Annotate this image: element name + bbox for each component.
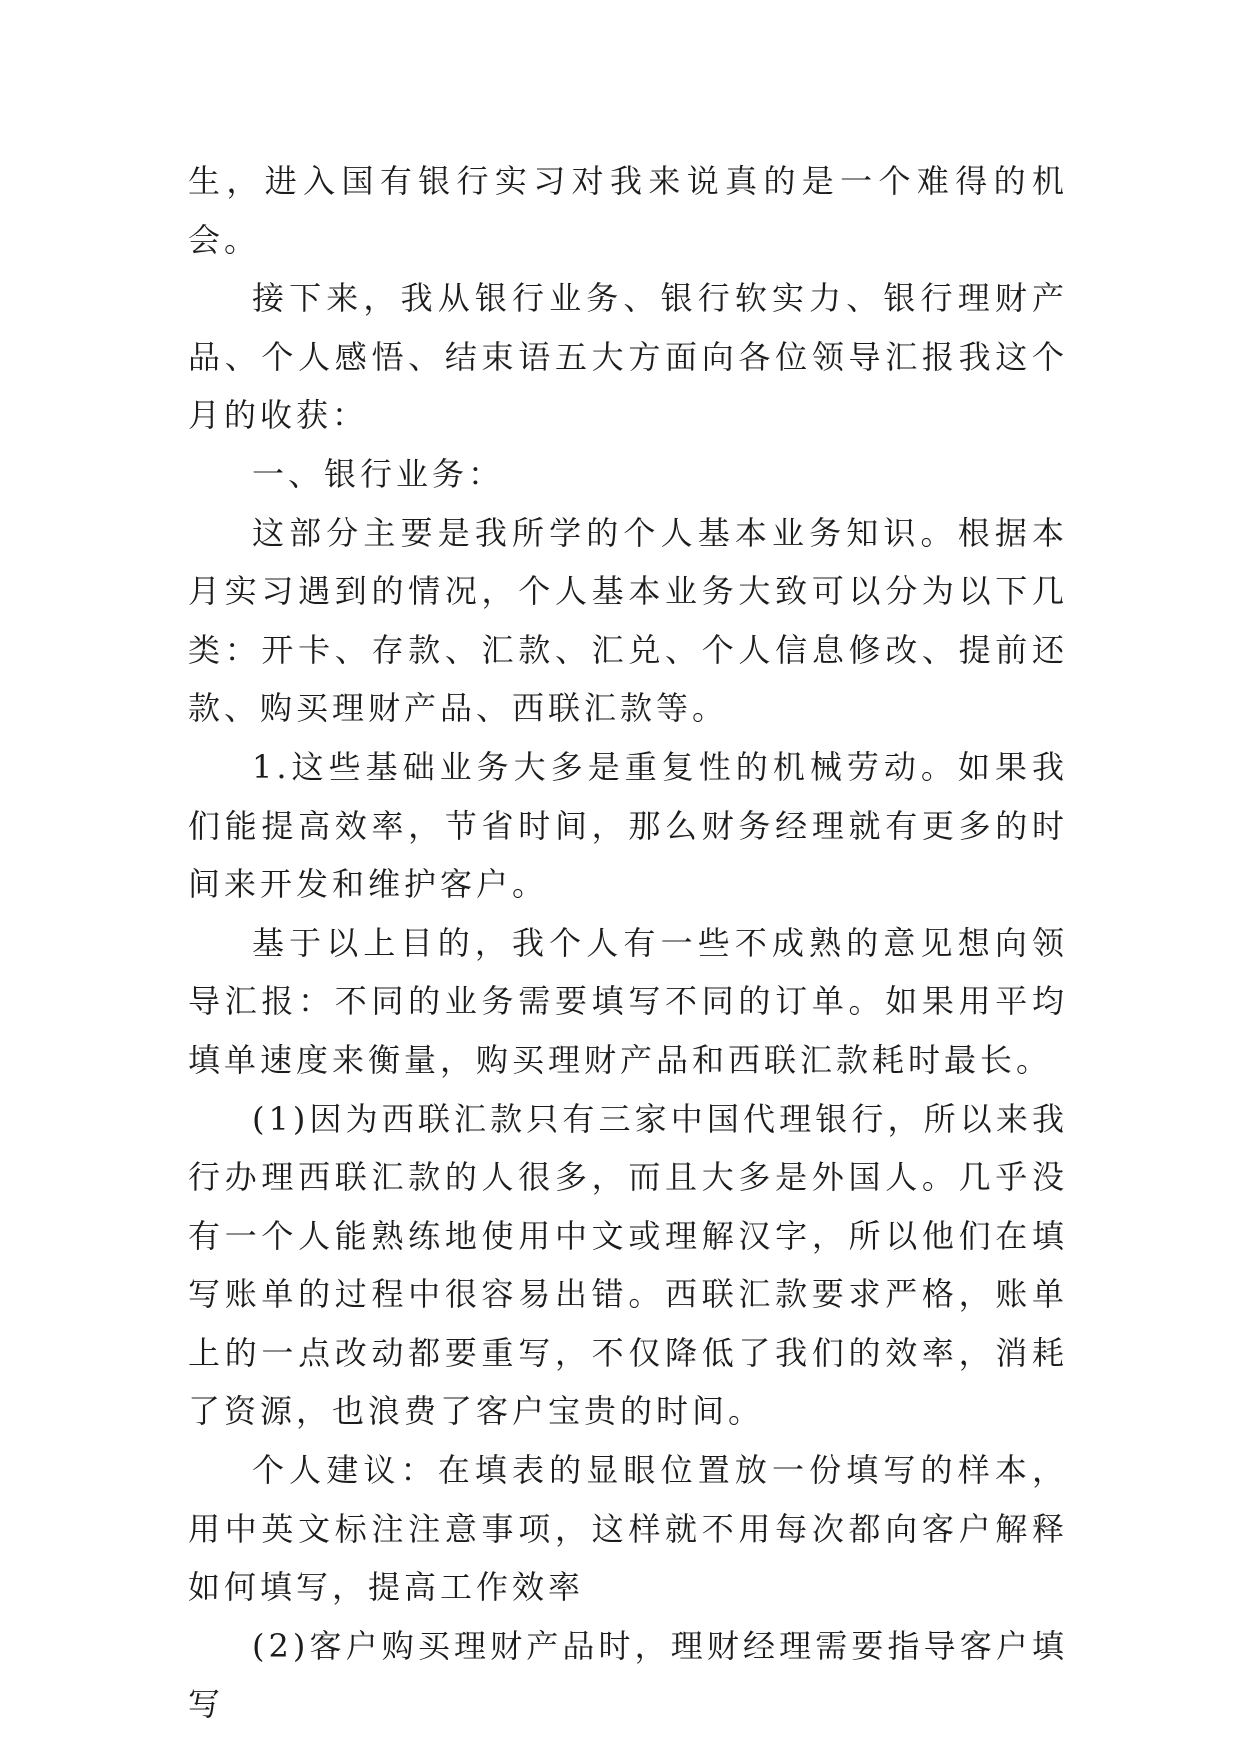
section-heading-banking-business: 一、银行业务： bbox=[252, 454, 505, 493]
paragraph-suggestion-intro: 基于以上目的，我个人有一些不成熟的意见想向领导汇报：不同的业务需要填写不同的订单。如果用平均填单速度来衡量，购买理财产品和西联汇款耗时最长。 bbox=[188, 923, 1068, 1079]
paragraph-personal-suggestion: 个人建议：在填表的显眼位置放一份填写的样本，用中英文标注注意事项，这样就不用每次都向客户解释如何填写，提高工作效率 bbox=[188, 1451, 1068, 1607]
paragraph-intro-tail: 生，进入国有银行实习对我来说真的是一个难得的机会。 bbox=[188, 162, 1068, 259]
document-body bbox=[188, 152, 1068, 1734]
paragraph-item-2-wealth-products: (2)客户购买理财产品时，理财经理需要指导客户填写 bbox=[188, 1626, 1068, 1724]
paragraph-point-1: 1.这些基础业务大多是重复性的机械劳动。如果我们能提高效率，节省时间，那么财务经理就有更多的时间来开发和维护客户。 bbox=[188, 747, 1068, 904]
paragraph-item-1-western-union: (1)因为西联汇款只有三家中国代理银行，所以来我行办理西联汇款的人很多，而且大多是外国人。几乎没有一个人能熟练地使用中文或理解汉字，所以他们在填写账单的过程中很容易出错。西联汇款要求严格，账单上的一点改动都要重写，不仅降低了我们的效率，消耗了资源，也浪费了客户宝贵的时间。 bbox=[188, 1099, 1068, 1431]
paragraph-overview: 接下来，我从银行业务、银行软实力、银行理财产品、个人感悟、结束语五大方面向各位领导汇报我这个月的收获： bbox=[188, 279, 1068, 435]
paragraph-basic-business: 这部分主要是我所学的个人基本业务知识。根据本月实习遇到的情况，个人基本业务大致可以分为以下几类：开卡、存款、汇款、汇兑、个人信息修改、提前还款、购买理财产品、西联汇款等。 bbox=[188, 513, 1068, 728]
